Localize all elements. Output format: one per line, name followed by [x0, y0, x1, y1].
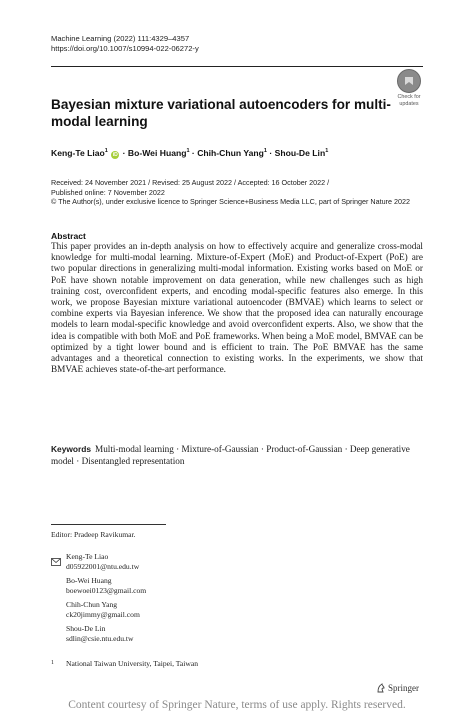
contact-name: Bo-Wei Huang [66, 576, 112, 585]
badge-label-line1: Check for [397, 94, 421, 100]
author-name: Keng-Te Liao [51, 148, 105, 158]
abstract-heading: Abstract [51, 231, 86, 241]
contact-email[interactable]: sdlin@csie.ntu.edu.tw [66, 633, 134, 643]
envelope-icon [51, 553, 61, 571]
author-name: Chih-Chun Yang [197, 148, 264, 158]
contact-name: Shou-De Lin [66, 624, 106, 633]
orcid-icon[interactable]: iD [112, 152, 118, 158]
springer-horse-icon [376, 683, 386, 695]
affiliation-text: National Taiwan University, Taipei, Taiwan [66, 659, 199, 668]
dates-line: Published online: 7 November 2022 [51, 187, 165, 197]
copyright-line: © The Author(s), under exclusive licence to Springer Science+Business Media LLC, part of Springer Nature 2022 [51, 197, 410, 207]
keywords-heading: Keywords [51, 444, 92, 454]
publisher-name: Springer [388, 683, 419, 693]
contact-list [66, 552, 146, 648]
publication-dates [51, 178, 423, 207]
author-affiliation-mark: 1 [104, 148, 108, 155]
author-separator: · [191, 148, 195, 158]
keywords-block [51, 443, 423, 467]
badge-label-line2: updates [399, 101, 419, 107]
header-rule [51, 66, 423, 67]
author-affiliation-mark: 1 [263, 148, 267, 155]
contact-entry [66, 576, 146, 595]
author-name: Bo-Wei Huang [127, 148, 187, 158]
author-affiliation-mark: 1 [325, 148, 329, 155]
keywords-text: Multi-modal learning · Mixture-of-Gaussian · Product-of-Gaussian · Deep generative model · Disentangled representation [51, 444, 410, 466]
contact-entry [66, 600, 146, 619]
author-separator: · [122, 148, 126, 158]
contact-entry [66, 552, 146, 571]
journal-header [51, 34, 199, 54]
footnote-rule [51, 524, 166, 525]
journal-citation: Machine Learning (2022) 111:4329–4357 [51, 34, 190, 43]
affiliation-number: 1 [51, 660, 54, 666]
contact-email[interactable]: ck20jimmy@gmail.com [66, 609, 140, 619]
contact-entry [66, 624, 146, 643]
crossmark-icon [397, 69, 421, 93]
editor-note: Editor: Pradeep Ravikumar. [51, 530, 136, 539]
springer-logo [376, 683, 419, 695]
author-separator: · [269, 148, 273, 158]
courtesy-notice: Content courtesy of Springer Nature, terms of use apply. Rights reserved. [68, 699, 406, 711]
doi-link[interactable]: https://doi.org/10.1007/s10994-022-06272-y [51, 44, 199, 53]
dates-line: Received: 24 November 2021 / Revised: 25 August 2022 / Accepted: 16 October 2022 / [51, 178, 330, 187]
author-affiliation-mark: 1 [186, 148, 190, 155]
contact-email[interactable]: d05922001@ntu.edu.tw [66, 561, 140, 571]
contact-email[interactable]: boewoei0123@gmail.com [66, 585, 147, 595]
affiliation-footnote [51, 659, 198, 668]
contact-name: Keng-Te Liao [66, 552, 109, 561]
abstract-body: This paper provides an in-depth analysis on how to effectively acquire and generalize cross-modal knowledge for multi-modal learning. Mixture-of-Expert (MoE) and Product-of-Expert (PoE) are two popular directions in generalizing multi-modal information. Existing works based on MoE or PoE have shown notable improvement on data generation, while new challenges such as high training cost, overconfident experts, and encoding modal-specific features also emerge. In this work, we propose Bayesian mixture variational autoencoder (BMVAE) which learns to select or combine experts via Bayesian inference. We show that the proposed idea can naturally encourage models to learn modal-specific knowledge and avoid overconfident experts. Also, we show that the idea is compatible with both MoE and PoE frameworks. When being a MoE model, BMVAE can be optimized by a tight lower bound and is efficient to train. The PoE BMVAE has the same advantages and a theoretical connection to existing works. In the experiments, we show that BMVAE achieves state-of-the-art performance. [51, 242, 423, 376]
author-list [51, 148, 328, 159]
paper-title: Bayesian mixture variational autoencoders for multi-modal learning [51, 97, 391, 129]
author-name: Shou-De Lin [274, 148, 326, 158]
contact-name: Chih-Chun Yang [66, 600, 118, 609]
